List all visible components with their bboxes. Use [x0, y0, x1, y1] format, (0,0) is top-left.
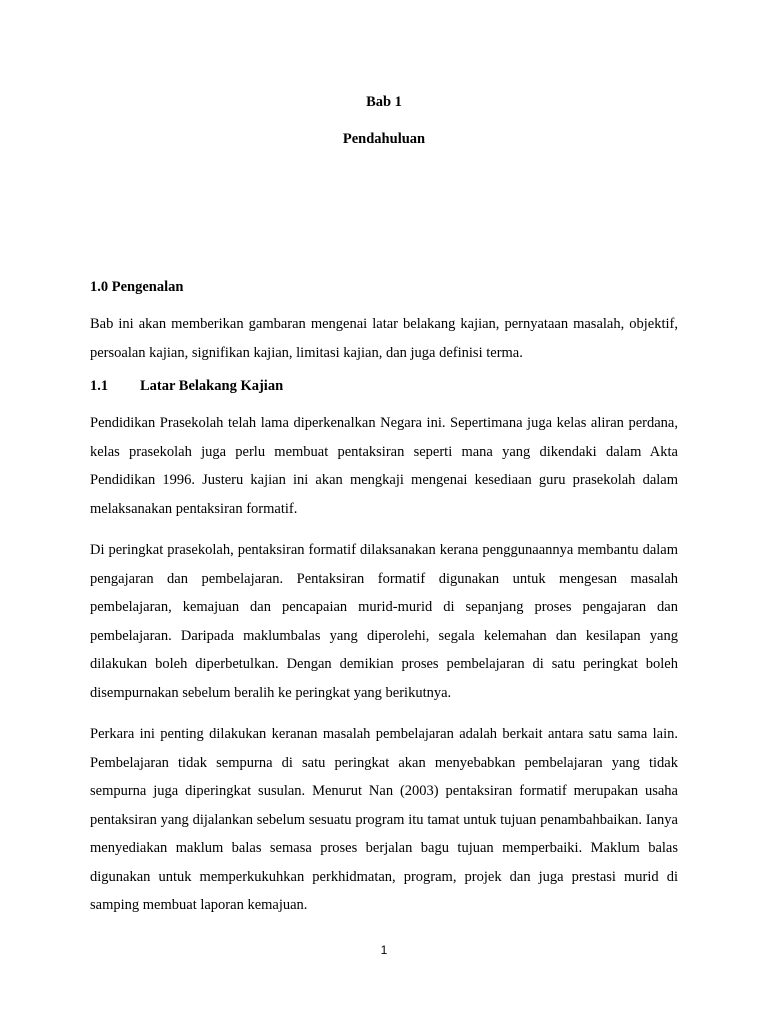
section-heading-pengenalan: 1.0 Pengenalan — [90, 279, 184, 295]
section-title: Latar Belakang Kajian — [140, 378, 284, 394]
paragraph-pengenalan: Bab ini akan memberikan gambaran mengenai latar belakang kajian, pernyataan masalah, objektif, persoalan kajian, signifikan kajian, limitasi kajian, dan juga definisi terma. — [90, 316, 678, 361]
chapter-title: Pendahuluan — [342, 131, 426, 147]
document-body — [90, 277, 678, 933]
page-number: 1 — [380, 943, 388, 957]
paragraph-2: Di peringkat prasekolah, pentaksiran formatif dilaksanakan kerana penggunaannya membantu dalam pengajaran dan pembelajaran. Pentaksiran formatif digunakan untuk mengesan masalah pembelajaran, kemajuan dan pencapaian murid-murid di sepanjang proses pengajaran dan pembelajaran. Daripada maklumbalas yang diperolehi, segala kelemahan dan kesilapan yang dilakukan boleh diperbetulkan. Dengan demikian proses pembelajaran di satu peringkat boleh disempurnakan sebelum beralih ke peringkat yang berikutnya. — [90, 542, 678, 701]
paragraph-3: Perkara ini penting dilakukan keranan masalah pembelajaran adalah berkait antara satu sama lain. Pembelajaran tidak sempurna di satu peringkat akan menyebabkan pembelajaran yang tidak sempurna juga diperingkat susulan. Menurut Nan (2003) pentaksiran formatif merupakan usaha pentaksiran yang dijalankan sebelum sesuatu program itu tamat untuk tujuan penambahbaikan. Ianya menyediakan maklum balas semasa proses berjalan bagu tujuan memperbaiki. Maklum balas digunakan untuk memperkukuhkan perkhidmatan, program, projek dan juga prestasi murid di samping membuat laporan kemajuan. — [90, 726, 678, 913]
chapter-number: Bab 1 — [366, 94, 402, 110]
section-heading-latar-belakang — [90, 376, 678, 396]
section-number: 1.1 — [90, 378, 109, 394]
paragraph-1: Pendidikan Prasekolah telah lama diperkenalkan Negara ini. Sepertimana juga kelas aliran perdana, kelas prasekolah juga perlu membuat pentaksiran seperti mana yang dikendaki dalam Akta Pendidikan 1996. Justeru kajian ini akan mengkaji mengenai kesediaan guru prasekolah dalam melaksanakan pentaksiran formatif. — [90, 415, 678, 517]
